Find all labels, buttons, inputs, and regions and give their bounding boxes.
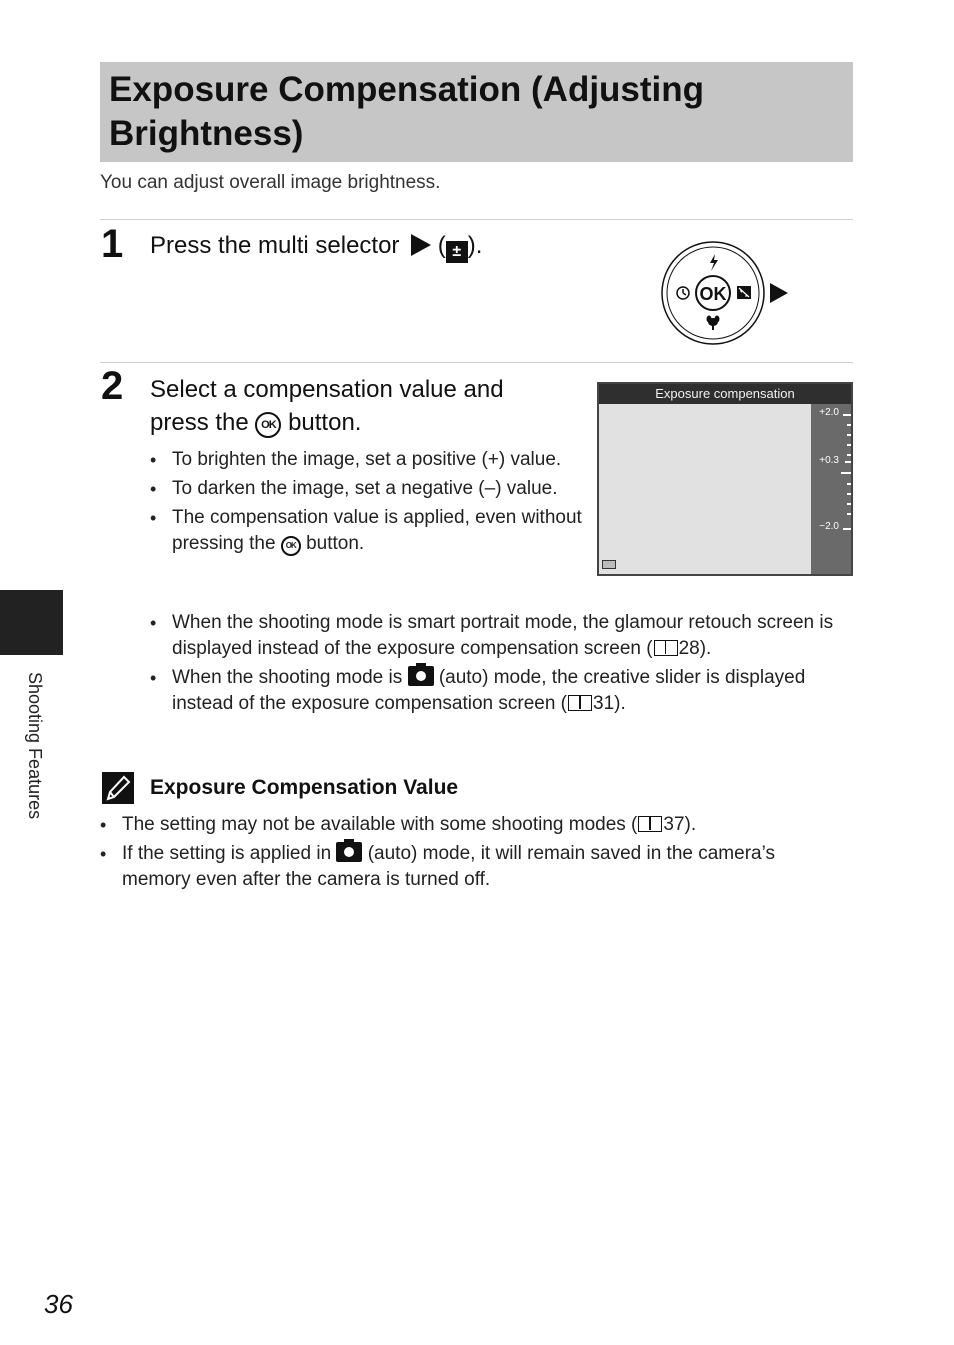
scale-tick [847,493,851,495]
list-item: • When the shooting mode is smart portrait mode, the glamour retouch screen is displayed instead of the exposure compensation screen ( 28). [150,610,850,662]
list-item: • To brighten the image, set a positive (+) value. [150,447,590,473]
book-reference-icon [654,640,678,656]
battery-icon [602,560,616,569]
step-2-bullets-wide [150,610,850,720]
scale-label: +2.0 [819,407,839,418]
scale-label: −2.0 [819,521,839,532]
step-2-bullets-narrow [150,447,590,560]
divider [100,219,853,220]
page-title: Exposure Compensation (Adjusting Brightness) [109,70,705,153]
scale-label: +0.3 [819,455,839,466]
ok-button-icon: OK [281,536,301,556]
scale-tick [843,528,851,530]
scale-tick [847,513,851,515]
intro-text: You can adjust overall image brightness. [100,172,441,193]
scale-tick [847,503,851,505]
list-item: • The compensation value is applied, even without pressing the OK button. [150,505,590,557]
list-item: • When the shooting mode is (auto) mode, the creative slider is displayed instead of the exposure compensation screen ( 31). [150,665,850,717]
camera-auto-icon [408,666,434,686]
scale-tick [847,434,851,436]
multi-selector-diagram [660,240,795,351]
triangle-right-icon [411,234,431,256]
step-2-number: 2 [101,364,124,408]
step-2-heading: Select a compensation value and press the OK button. [150,376,504,436]
exposure-icon [737,286,751,299]
section-tab [0,590,63,655]
scale-tick [847,444,851,446]
page-number: 36 [44,1289,73,1319]
section-label: Shooting Features [25,672,45,820]
scale-current-marker [841,472,851,474]
ok-button-icon: OK [255,412,281,438]
arrow-right-icon [770,283,788,303]
step-1-text: Press the multi selector [150,232,400,259]
list-item: • To darken the image, set a negative (–) value. [150,476,590,502]
scale-tick [847,483,851,485]
scale-tick [843,414,851,416]
note-list [100,812,840,896]
exposure-compensation-icon: ± [446,241,468,263]
step-1-heading: Press the multi selector ( ± ). [150,229,482,263]
book-reference-icon [568,695,592,711]
list-item: • The setting may not be available with some shooting modes ( 37). [100,812,840,838]
list-item: • If the setting is applied in (auto) mode, it will remain saved in the camera’s memory even after the camera is turned off. [100,841,840,893]
camera-auto-icon [336,842,362,862]
scale-tick [847,454,851,456]
camera-screen [597,382,853,576]
scale-tick [845,461,851,463]
scale-tick [847,424,851,426]
book-reference-icon [638,816,662,832]
note-title: Exposure Compensation Value [150,776,459,799]
screen-title: Exposure compensation [599,384,851,404]
pencil-note-icon [102,772,134,804]
title-band [100,62,853,162]
step-1-number: 1 [101,222,124,266]
ok-label: OK [699,284,727,304]
exposure-scale [811,404,851,574]
divider [100,362,853,363]
